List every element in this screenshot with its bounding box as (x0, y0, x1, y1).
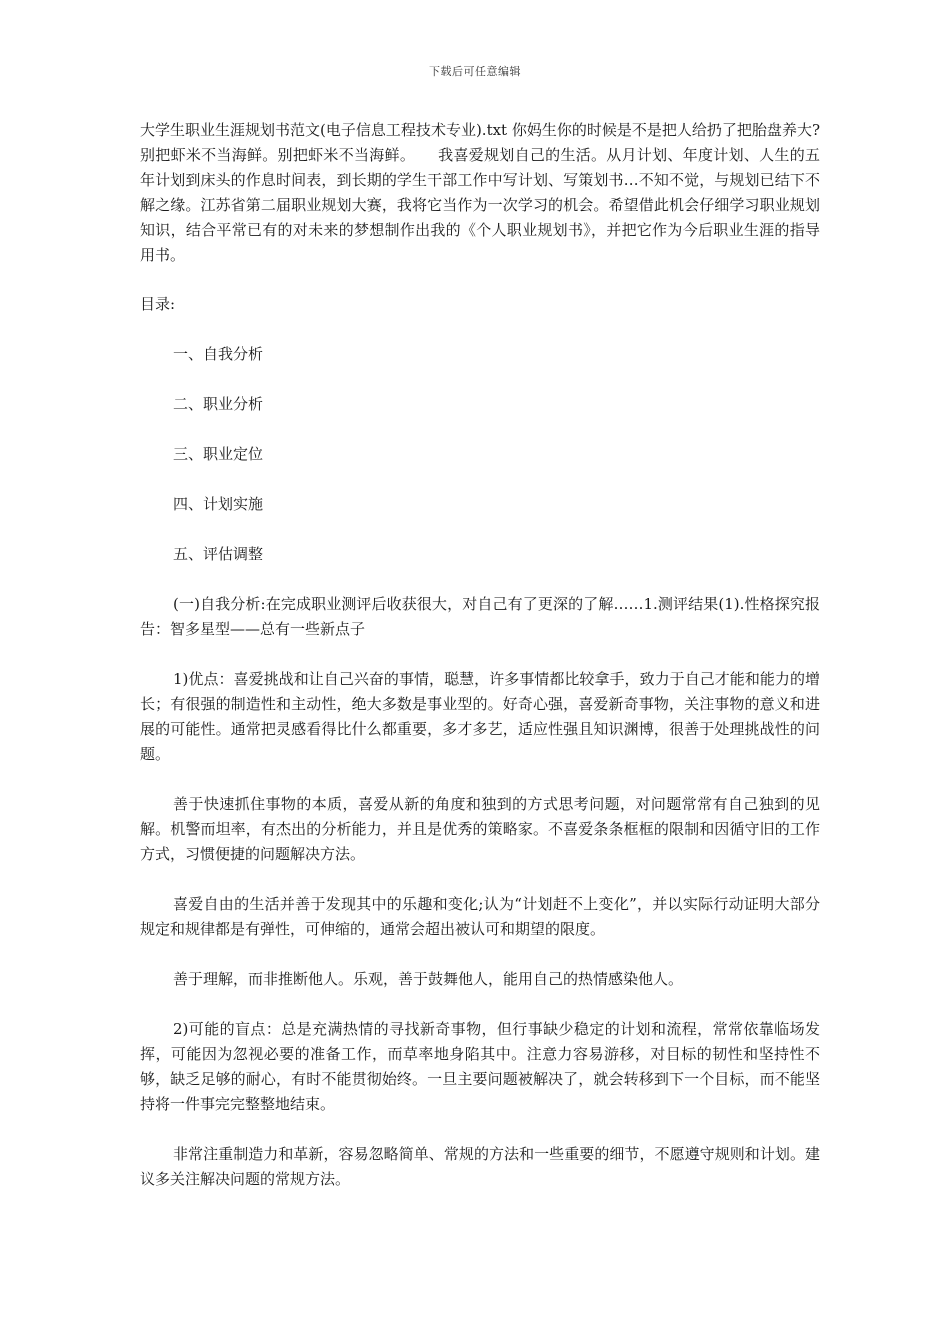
toc-item-5: 五、评估调整 (173, 545, 264, 563)
toc-item-1: 一、自我分析 (173, 345, 264, 363)
toc-item-2: 二、职业分析 (173, 395, 264, 413)
innovation-paragraph: 非常注重制造力和革新，容易忽略简单、常规的方法和一些重要的细节，不愿遵守规则和计划。建议多关注解决问题的常规方法。 (140, 1145, 820, 1188)
toc-title: 目录: (140, 295, 176, 313)
self-analysis-paragraph: (一)自我分析:在完成职业测评后收获很大，对自己有了更深的了解……1.测评结果(1).性格探究报告：智多星型——总有一些新点子 (140, 595, 820, 638)
page-header: 下载后可任意编辑 (429, 65, 521, 78)
toc-item-3: 三、职业定位 (173, 445, 264, 463)
toc-item-4: 四、计划实施 (173, 495, 264, 513)
document-body (140, 118, 820, 1192)
strengths-paragraph: 1)优点：喜爱挑战和让自己兴奋的事情，聪慧，许多事情都比较拿手，致力于自己才能和能力的增长；有很强的制造性和主动性，绝大多数是事业型的。好奇心强，喜爱新奇事物，关注事物的意义和进展的可能性。通常把灵感看得比什么都重要，多才多艺，适应性强且知识渊博，很善于处理挑战性的问题。 (140, 670, 820, 763)
blindspots-paragraph: 2)可能的盲点：总是充满热情的寻找新奇事物，但行事缺少稳定的计划和流程，常常依靠临场发挥，可能因为忽视必要的准备工作，而草率地身陷其中。注意力容易游移，对目标的韧性和坚持性不够，缺乏足够的耐心，有时不能贯彻始终。一旦主要问题被解决了，就会转移到下一个目标，而不能坚持将一件事完完整整地结束。 (140, 1020, 820, 1113)
intro-paragraph: 大学生职业生涯规划书范文(电子信息工程技术专业).txt 你妈生你的时候是不是把人给扔了把胎盘养大?别把虾米不当海鲜。别把虾米不当海鲜。 我喜爱规划自己的生活。从月计划、年度计划、人生的五年计划到床头的作息时间表，到长期的学生干部工作中写计划、写策划书…不知不觉，与规划已结下不解之缘。江苏省第二届职业规划大赛，我将它当作为一次学习的机会。希望借此机会仔细学习职业规划知识，结合平常已有的对未来的梦想制作出我的《个人职业规划书》，并把它作为今后职业生涯的指导用书。 (140, 121, 820, 264)
understanding-paragraph: 善于理解，而非推断他人。乐观，善于鼓舞他人，能用自己的热情感染他人。 (173, 970, 684, 988)
essence-paragraph: 善于快速抓住事物的本质，喜爱从新的角度和独到的方式思考问题，对问题常常有自己独到的见解。机警而坦率，有杰出的分析能力，并且是优秀的策略家。不喜爱条条框框的限制和因循守旧的工作方式，习惯便捷的问题解决方法。 (140, 795, 820, 863)
freedom-paragraph: 喜爱自由的生活并善于发现其中的乐趣和变化;认为“计划赶不上变化”，并以实际行动证明大部分规定和规律都是有弹性，可伸缩的，通常会超出被认可和期望的限度。 (140, 895, 820, 938)
